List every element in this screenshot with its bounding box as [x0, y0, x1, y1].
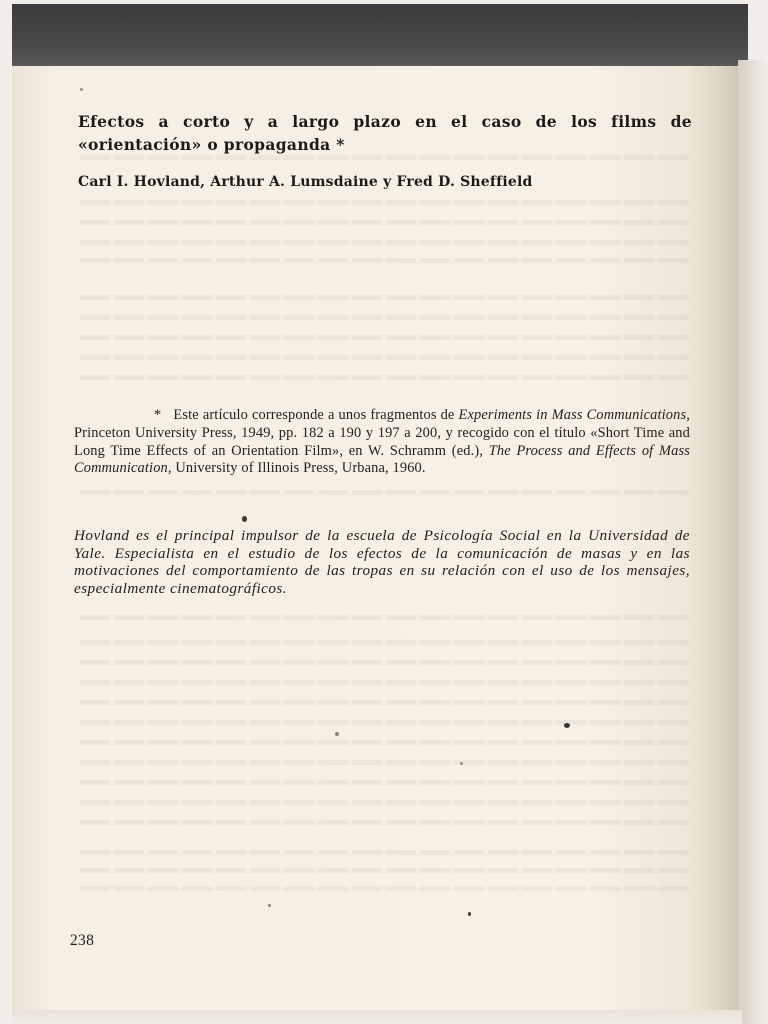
footnote-marker: * — [154, 407, 162, 423]
footnote-book-title: Experiments in Mass Communications, — [458, 407, 690, 423]
article-title: Efectos a corto y a largo plazo en el caso de los films de «orientación» o propaganda * — [78, 112, 692, 154]
page-bottom-edge — [12, 1010, 742, 1024]
source-footnote — [74, 407, 690, 478]
page-edge-shadow — [738, 60, 768, 1024]
page-number: 238 — [70, 932, 95, 949]
article-authors: Carl I. Hovland, Arthur A. Lumsdaine y Fred D. Sheffield — [78, 174, 533, 190]
footnote-book-title: The Process and Effects of Mass Communication, — [74, 442, 690, 477]
footnote-text: University of Illinois Press, Urbana, 1960. — [171, 460, 426, 477]
scanner-top-band — [12, 4, 748, 66]
footnote-text: Princeton University Press, 1949, pp. 182 a 190 y 197 a 200, y recogido con el título «Short Time and Long Time Effects of an Orientation Film», en W. Schramm (ed.), — [74, 424, 690, 459]
footnote-text: Este artículo corresponde a unos fragmentos de — [173, 407, 459, 423]
author-bio: Hovland es el principal impulsor de la escuela de Psicología Social en la Universidad de Yale. Especialista en el estudio de los efectos de la comunicación de masas y en las motivaciones del comportamiento de las tropas en su relación con el uso de los mensajes, especialmente cinematográficos. — [74, 527, 690, 597]
